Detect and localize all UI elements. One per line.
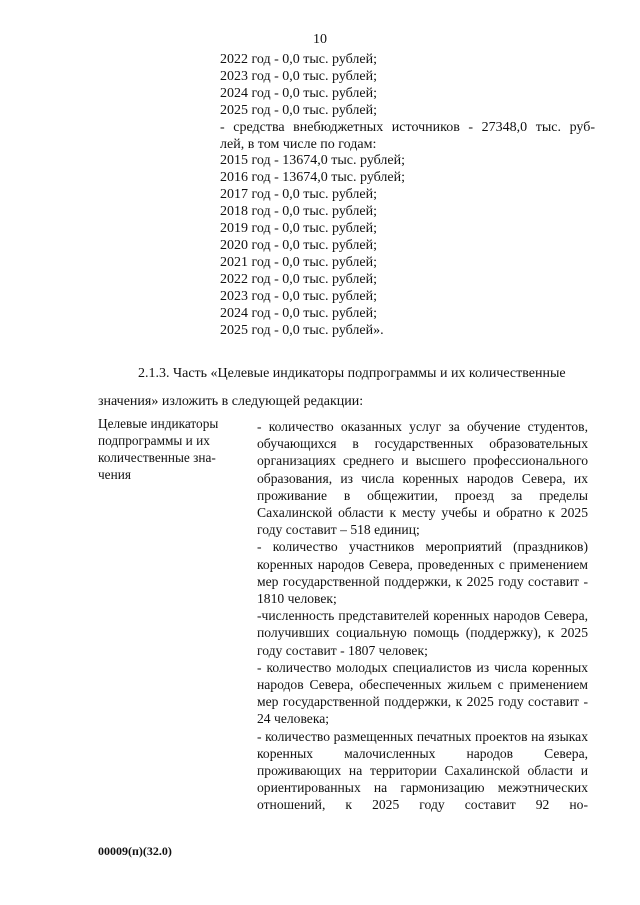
- extrabudgetary-line-2025: 2025 год - 0,0 тыс. рублей».: [220, 322, 384, 338]
- indicator-education-services: - количество оказанных услуг за обучение студентов, обучающихся в государственных образовательных организациях среднего и высшего профессионального образования, из числа коренных народов Севера, их проживание в общежитии, проезд за пределы Сахалинской области к месту учебы и обратно к 2025 году составит – 518 единиц;: [257, 419, 588, 538]
- funding-line-2023: 2023 год - 0,0 тыс. рублей;: [220, 68, 378, 84]
- by-years-line: лей, в том числе по годам:: [220, 136, 377, 152]
- indicator-event-participants: - количество участников мероприятий (праздников) коренных народов Севера, проведенных с применением мер государственной поддержки, к 2025 году составит - 1810 человек;: [257, 539, 588, 607]
- page-number: 10: [313, 32, 327, 47]
- clause-heading-line1: 2.1.3. Часть «Целевые индикаторы подпрограммы и их количественные: [138, 366, 566, 381]
- extrabudgetary-line-2019: 2019 год - 0,0 тыс. рублей;: [220, 221, 378, 237]
- funding-line-2025: 2025 год - 0,0 тыс. рублей;: [220, 102, 378, 118]
- extrabudgetary-line-2018: 2018 год - 0,0 тыс. рублей;: [220, 204, 378, 220]
- target-indicators-label: Целевые индикаторы подпрограммы и их количественные зна-чения: [98, 416, 219, 482]
- indicator-young-specialists-housing: - количество молодых специалистов из числа коренных народов Севера, обеспеченных жильем с применением мер государственной поддержки, к 2025 году составит - 24 человека;: [257, 659, 588, 727]
- funding-by-year-list: [220, 52, 595, 339]
- extrabudgetary-line-2024: 2024 год - 0,0 тыс. рублей;: [220, 305, 378, 321]
- indicator-printed-projects: - количество размещенных печатных проектов на языках коренных малочисленных народов Севера, проживающих на территории Сахалинской области и ориентированных на гармонизацию межэтнических отношений, к 2025 году составит 92 но-: [257, 728, 588, 813]
- extrabudgetary-line-2017: 2017 год - 0,0 тыс. рублей;: [220, 187, 378, 203]
- document-code: 00009(п)(32.0): [98, 844, 172, 858]
- funding-line-2022: 2022 год - 0,0 тыс. рублей;: [220, 52, 378, 67]
- extrabudgetary-line-2022: 2022 год - 0,0 тыс. рублей;: [220, 271, 378, 287]
- clause-heading-line2: значения» изложить в следующей редакции:: [98, 394, 364, 409]
- extrabudgetary-line-2016: 2016 год - 13674,0 тыс. рублей;: [220, 170, 406, 186]
- extrabudgetary-line-2021: 2021 год - 0,0 тыс. рублей;: [220, 254, 378, 270]
- extrabudgetary-line-2015: 2015 год - 13674,0 тыс. рублей;: [220, 153, 406, 169]
- target-indicators-list: [257, 418, 588, 814]
- funding-line-2024: 2024 год - 0,0 тыс. рублей;: [220, 85, 378, 101]
- extrabudgetary-sources-line: - средства внебюджетных источников - 27348,0 тыс. руб-: [220, 119, 595, 135]
- extrabudgetary-line-2020: 2020 год - 0,0 тыс. рублей;: [220, 237, 378, 253]
- indicator-social-assistance: -численность представителей коренных народов Севера, получивших социальную помощь (поддержку), к 2025 году составит - 1807 человек;: [257, 608, 588, 658]
- extrabudgetary-line-2023: 2023 год - 0,0 тыс. рублей;: [220, 288, 378, 304]
